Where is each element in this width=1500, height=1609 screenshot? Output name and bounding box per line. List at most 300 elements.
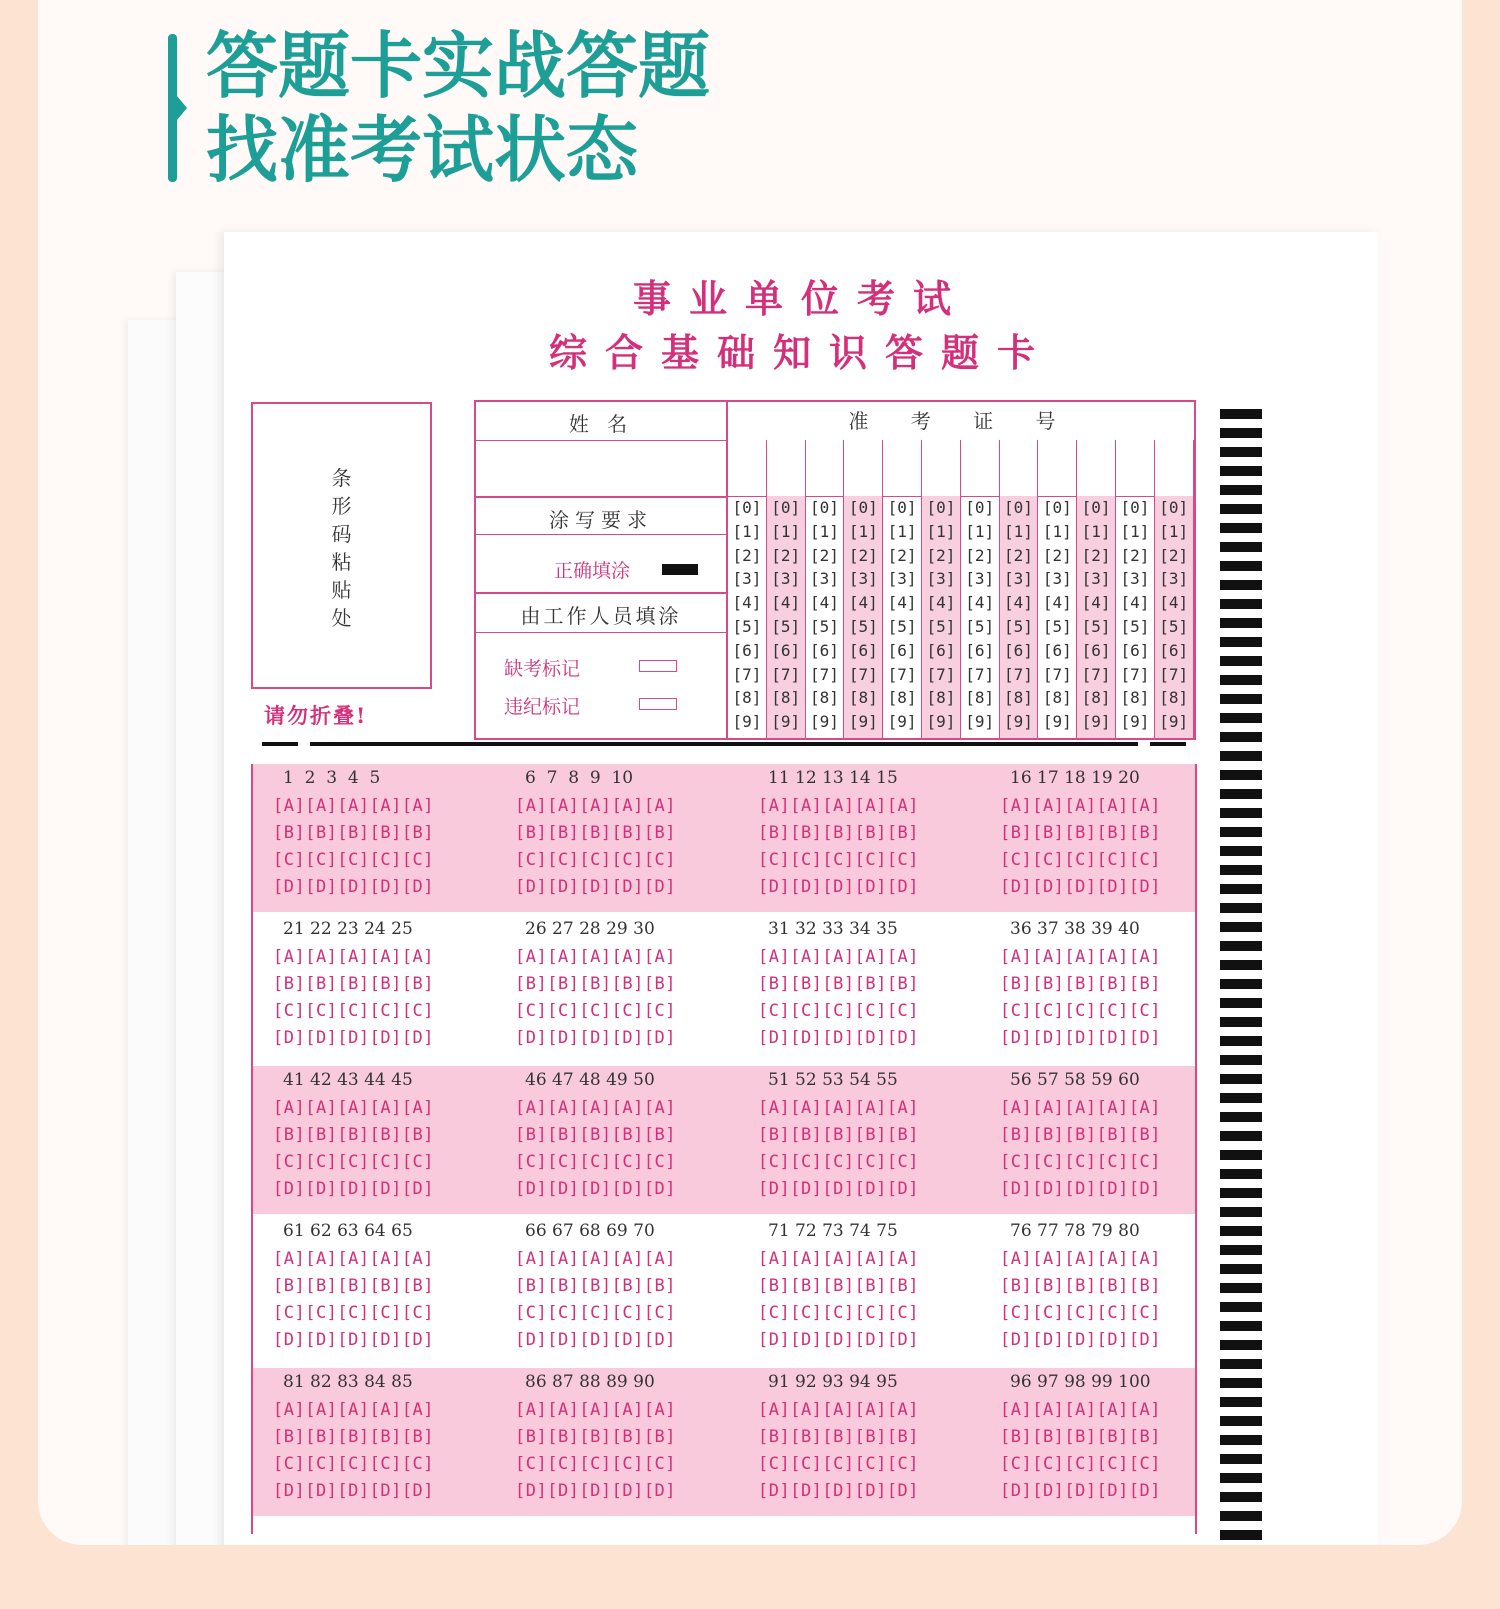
timing-mark: [1220, 1074, 1262, 1084]
exam-id-digit-bubble[interactable]: [2]: [965, 545, 995, 565]
exam-id-digit-bubble[interactable]: [1]: [848, 521, 878, 541]
exam-id-digit-bubble[interactable]: [6]: [771, 640, 801, 660]
exam-id-digit-bubble[interactable]: [9]: [887, 712, 917, 732]
exam-id-digit-bubble[interactable]: [5]: [1159, 617, 1189, 636]
timing-mark: [1220, 1207, 1262, 1217]
exam-id-digit-bubble[interactable]: [5]: [848, 617, 878, 636]
option-c-bubbles[interactable]: [C][C][C][C][C]: [273, 1454, 435, 1474]
exam-id-digit-bubble[interactable]: [5]: [771, 617, 801, 636]
timing-mark: [1220, 580, 1262, 590]
exam-id-digit-bubble[interactable]: [2]: [1081, 545, 1111, 565]
fill-correct-label: 正确填涂: [554, 560, 631, 582]
option-a-bubbles[interactable]: [A][A][A][A][A]: [758, 1098, 920, 1118]
timing-mark: [1220, 903, 1262, 913]
exam-id-digit-bubble[interactable]: [9]: [1042, 712, 1072, 732]
exam-id-digit-bubble[interactable]: [7]: [887, 664, 917, 684]
option-a-bubbles[interactable]: [A][A][A][A][A]: [515, 1098, 677, 1118]
exam-id-digit-bubble[interactable]: [1]: [1042, 521, 1072, 541]
exam-id-digit-bubble[interactable]: [1]: [965, 521, 995, 541]
option-b-bubbles[interactable]: [B][B][B][B][B]: [273, 1427, 435, 1447]
exam-id-write-cell[interactable]: [1077, 440, 1115, 496]
exam-id-digit-bubble[interactable]: [3]: [1159, 569, 1189, 589]
exam-id-digit-bubble[interactable]: [7]: [732, 664, 762, 684]
option-c-bubbles[interactable]: [C][C][C][C][C]: [273, 1001, 435, 1021]
exam-id-digit-bubble[interactable]: [0]: [1042, 498, 1072, 517]
exam-id-digit-bubble[interactable]: [3]: [1081, 569, 1111, 589]
exam-id-digit-bubble[interactable]: [6]: [1042, 640, 1072, 660]
exam-id-digit-bubble[interactable]: [8]: [732, 688, 762, 708]
option-b-bubbles[interactable]: [B][B][B][B][B]: [273, 1125, 435, 1145]
exam-id-digit-bubble[interactable]: [1]: [1004, 521, 1033, 541]
option-c-bubbles[interactable]: [C][C][C][C][C]: [758, 1454, 920, 1474]
exam-id-digit-bubble[interactable]: [4]: [887, 593, 917, 613]
exam-id-digit-bubble[interactable]: [2]: [1120, 545, 1150, 565]
exam-id-digit-bubble[interactable]: [2]: [732, 545, 762, 565]
exam-id-digit-bubble[interactable]: [1]: [1159, 521, 1189, 541]
option-d-bubbles[interactable]: [D][D][D][D][D]: [515, 1028, 677, 1048]
promo-panel: [38, 0, 1462, 1545]
option-c-bubbles[interactable]: [C][C][C][C][C]: [1000, 1001, 1162, 1021]
option-c-bubbles[interactable]: [C][C][C][C][C]: [515, 1001, 677, 1021]
exam-id-write-cell[interactable]: [1000, 440, 1038, 496]
option-a-bubbles[interactable]: [A][A][A][A][A]: [1000, 1400, 1162, 1420]
exam-id-digit-bubble[interactable]: [0]: [887, 498, 917, 517]
option-b-bubbles[interactable]: [B][B][B][B][B]: [515, 1427, 677, 1447]
name-label: 姓 名: [568, 412, 634, 436]
exam-id-digit-bubble[interactable]: [5]: [1120, 617, 1150, 636]
exam-id-digit-bubble[interactable]: [1]: [887, 521, 917, 541]
option-a-bubbles[interactable]: [A][A][A][A][A]: [273, 1249, 435, 1269]
option-c-bubbles[interactable]: [C][C][C][C][C]: [515, 1454, 677, 1474]
exam-id-digit-bubble[interactable]: [7]: [771, 664, 801, 684]
exam-id-digit-bubble[interactable]: [5]: [1081, 617, 1111, 636]
exam-id-digit-bubble[interactable]: [7]: [848, 664, 878, 684]
divider: [476, 534, 726, 535]
option-c-bubbles[interactable]: [C][C][C][C][C]: [758, 1001, 920, 1021]
divider: [476, 496, 726, 498]
option-b-bubbles[interactable]: [B][B][B][B][B]: [758, 974, 920, 994]
option-a-bubbles[interactable]: [A][A][A][A][A]: [1000, 796, 1162, 816]
option-b-bubbles[interactable]: [B][B][B][B][B]: [1000, 1427, 1162, 1447]
exam-id-digit-bubble[interactable]: [0]: [926, 498, 956, 517]
separator-rule: [262, 742, 298, 746]
exam-id-write-cell[interactable]: [883, 440, 921, 496]
option-a-bubbles[interactable]: [A][A][A][A][A]: [273, 1400, 435, 1420]
timing-mark: [1220, 1112, 1262, 1122]
timing-mark: [1220, 504, 1262, 514]
option-d-bubbles[interactable]: [D][D][D][D][D]: [1000, 1028, 1162, 1048]
exam-id-digit-bubble[interactable]: [4]: [965, 593, 995, 613]
option-c-bubbles[interactable]: [C][C][C][C][C]: [273, 1303, 435, 1323]
option-d-bubbles[interactable]: [D][D][D][D][D]: [515, 1330, 677, 1350]
exam-id-digit-bubble[interactable]: [9]: [810, 712, 839, 732]
exam-id-digit-bubble[interactable]: [1]: [926, 521, 956, 541]
exam-id-digit-bubble[interactable]: [5]: [1042, 617, 1072, 636]
timing-mark: [1220, 1093, 1262, 1103]
divider: [476, 440, 726, 441]
option-a-bubbles[interactable]: [A][A][A][A][A]: [1000, 1098, 1162, 1118]
option-d-bubbles[interactable]: [D][D][D][D][D]: [273, 1330, 435, 1350]
option-c-bubbles[interactable]: [C][C][C][C][C]: [515, 1303, 677, 1323]
name-column: [476, 402, 728, 738]
exam-id-digit-bubble[interactable]: [0]: [965, 498, 995, 517]
exam-id-digit-bubble[interactable]: [1]: [771, 521, 801, 541]
exam-id-digit-bubble[interactable]: [0]: [771, 498, 801, 517]
exam-id-digit-bubble[interactable]: [6]: [1004, 640, 1033, 660]
question-numbers: 26 27 28 29 30: [525, 919, 655, 939]
timing-mark: [1220, 713, 1262, 723]
timing-mark: [1220, 428, 1262, 438]
option-d-bubbles[interactable]: [D][D][D][D][D]: [758, 1179, 920, 1199]
question-numbers: 31 32 33 34 35: [768, 919, 898, 939]
barcode-label-char: 处: [331, 606, 352, 630]
exam-id-digit-bubble[interactable]: [4]: [1081, 593, 1111, 613]
absent-flag-label: 缺考标记: [504, 658, 581, 680]
exam-id-digit-bubble[interactable]: [4]: [1042, 593, 1072, 613]
option-d-bubbles[interactable]: [D][D][D][D][D]: [758, 1028, 920, 1048]
exam-id-digit-bubble[interactable]: [8]: [848, 688, 878, 708]
violation-flag-box[interactable]: [639, 698, 677, 710]
exam-id-digit-bubble[interactable]: [9]: [1081, 712, 1111, 732]
option-c-bubbles[interactable]: [C][C][C][C][C]: [273, 1152, 435, 1172]
violation-flag-label: 违纪标记: [504, 696, 581, 718]
candidate-info-box: [474, 400, 1196, 740]
exam-id-column: [728, 402, 1194, 738]
option-a-bubbles[interactable]: [A][A][A][A][A]: [273, 1098, 435, 1118]
exam-id-write-cell[interactable]: [1038, 440, 1076, 496]
exam-id-digit-bubble[interactable]: [2]: [810, 545, 839, 565]
exam-id-digit-bubble[interactable]: [1]: [1081, 521, 1111, 541]
timing-mark: [1220, 675, 1262, 685]
option-a-bubbles[interactable]: [A][A][A][A][A]: [515, 1249, 677, 1269]
exam-id-digit-bubble[interactable]: [3]: [887, 569, 917, 589]
exam-id-digit-bubble[interactable]: [8]: [887, 688, 917, 708]
timing-mark: [1220, 1264, 1262, 1274]
exam-id-digit-bubble[interactable]: [7]: [1042, 664, 1072, 684]
exam-id-digit-bubble[interactable]: [8]: [1159, 688, 1189, 708]
timing-mark: [1220, 466, 1262, 476]
exam-id-digit-bubble[interactable]: [3]: [1120, 569, 1150, 589]
question-block-row: [253, 1368, 1195, 1516]
option-d-bubbles[interactable]: [D][D][D][D][D]: [758, 1481, 920, 1501]
option-d-bubbles[interactable]: [D][D][D][D][D]: [273, 877, 435, 897]
question-numbers: 56 57 58 59 60: [1010, 1070, 1140, 1090]
exam-id-digit-bubble[interactable]: [3]: [732, 569, 762, 589]
timing-mark: [1220, 1036, 1262, 1046]
question-numbers: 96 97 98 99 100: [1010, 1372, 1151, 1392]
timing-mark: [1220, 618, 1262, 628]
option-b-bubbles[interactable]: [B][B][B][B][B]: [1000, 1125, 1162, 1145]
exam-id-digit-bubble[interactable]: [8]: [771, 688, 801, 708]
option-a-bubbles[interactable]: [A][A][A][A][A]: [273, 947, 435, 967]
exam-id-digit-bubble[interactable]: [6]: [1159, 640, 1189, 660]
exam-id-digit-bubble[interactable]: [0]: [732, 498, 762, 517]
exam-id-digit-bubble[interactable]: [3]: [965, 569, 995, 589]
exam-id-digit-bubble[interactable]: [8]: [926, 688, 956, 708]
option-d-bubbles[interactable]: [D][D][D][D][D]: [273, 1028, 435, 1048]
exam-id-digit-bubble[interactable]: [8]: [1120, 688, 1150, 708]
exam-id-digit-bubble[interactable]: [9]: [848, 712, 878, 732]
exam-id-digit-bubble[interactable]: [2]: [926, 545, 956, 565]
exam-id-digit-bubble[interactable]: [2]: [887, 545, 917, 565]
option-c-bubbles[interactable]: [C][C][C][C][C]: [515, 1152, 677, 1172]
exam-id-digit-bubble[interactable]: [8]: [1042, 688, 1072, 708]
staff-fill-label: 由工作人员填涂: [520, 604, 682, 628]
exam-id-label: 准 考 证 号: [848, 409, 1074, 433]
exam-id-digit-bubble[interactable]: [2]: [771, 545, 801, 565]
headline: [206, 24, 710, 192]
option-b-bubbles[interactable]: [B][B][B][B][B]: [758, 1125, 920, 1145]
exam-id-digit-column: [961, 440, 1000, 738]
question-numbers: 81 82 83 84 85: [283, 1372, 413, 1392]
option-a-bubbles[interactable]: [A][A][A][A][A]: [515, 1400, 677, 1420]
option-c-bubbles[interactable]: [C][C][C][C][C]: [515, 850, 677, 870]
absent-flag-box[interactable]: [639, 660, 677, 672]
option-d-bubbles[interactable]: [D][D][D][D][D]: [515, 877, 677, 897]
exam-id-write-cell[interactable]: [1116, 440, 1154, 496]
timing-mark: [1220, 694, 1262, 704]
timing-mark: [1220, 770, 1262, 780]
exam-id-write-cell[interactable]: [922, 440, 960, 496]
barcode-label-char: 形: [331, 494, 352, 518]
timing-mark: [1220, 1226, 1262, 1236]
option-c-bubbles[interactable]: [C][C][C][C][C]: [758, 850, 920, 870]
exam-id-digit-bubble[interactable]: [9]: [732, 712, 762, 732]
option-c-bubbles[interactable]: [C][C][C][C][C]: [1000, 1454, 1162, 1474]
option-b-bubbles[interactable]: [B][B][B][B][B]: [515, 823, 677, 843]
exam-id-digit-bubble[interactable]: [3]: [810, 569, 839, 589]
option-a-bubbles[interactable]: [A][A][A][A][A]: [1000, 947, 1162, 967]
exam-id-digit-bubble[interactable]: [7]: [810, 664, 839, 684]
exam-id-digit-bubble[interactable]: [3]: [926, 569, 956, 589]
exam-id-digit-bubble[interactable]: [6]: [848, 640, 878, 660]
timing-mark: [1220, 1131, 1262, 1141]
exam-id-digit-column: [806, 440, 845, 738]
exam-id-digit-bubble[interactable]: [5]: [887, 617, 917, 636]
exam-id-digit-bubble[interactable]: [4]: [810, 593, 839, 613]
exam-id-digit-bubble[interactable]: [0]: [1081, 498, 1111, 517]
timing-mark: [1220, 485, 1262, 495]
option-d-bubbles[interactable]: [D][D][D][D][D]: [1000, 1179, 1162, 1199]
option-c-bubbles[interactable]: [C][C][C][C][C]: [758, 1152, 920, 1172]
exam-id-digit-bubble[interactable]: [4]: [1159, 593, 1189, 613]
exam-id-digit-column: [1000, 440, 1039, 738]
exam-id-digit-bubble[interactable]: [6]: [965, 640, 995, 660]
exam-id-digit-bubble[interactable]: [7]: [1159, 664, 1189, 684]
exam-id-digit-bubble[interactable]: [1]: [1120, 521, 1150, 541]
exam-id-digit-bubble[interactable]: [7]: [1004, 664, 1033, 684]
exam-id-digit-bubble[interactable]: [0]: [1120, 498, 1150, 517]
exam-id-digit-bubble[interactable]: [9]: [926, 712, 956, 732]
exam-id-digit-bubble[interactable]: [4]: [1004, 593, 1033, 613]
no-fold-note: 请勿折叠!: [264, 703, 368, 728]
timing-mark: [1220, 1454, 1262, 1464]
timing-mark: [1220, 1473, 1262, 1483]
exam-id-digit-bubble[interactable]: [4]: [848, 593, 878, 613]
timing-mark: [1220, 1302, 1262, 1312]
exam-id-write-cell[interactable]: [961, 440, 999, 496]
exam-id-digit-bubble[interactable]: [5]: [1004, 617, 1033, 636]
exam-id-digit-bubble[interactable]: [9]: [771, 712, 801, 732]
exam-id-digit-bubble[interactable]: [2]: [1004, 545, 1033, 565]
option-a-bubbles[interactable]: [A][A][A][A][A]: [758, 947, 920, 967]
barcode-label: [253, 464, 430, 632]
question-numbers: 76 77 78 79 80: [1010, 1221, 1140, 1241]
option-c-bubbles[interactable]: [C][C][C][C][C]: [1000, 850, 1162, 870]
fill-example-mark: [662, 564, 698, 575]
timing-mark: [1220, 960, 1262, 970]
timing-mark: [1220, 1245, 1262, 1255]
answer-sheet: [224, 232, 1378, 1545]
exam-id-digit-column: [767, 440, 806, 738]
option-a-bubbles[interactable]: [A][A][A][A][A]: [1000, 1249, 1162, 1269]
exam-id-digit-bubble[interactable]: [1]: [732, 521, 762, 541]
timing-marks: [1220, 409, 1262, 1545]
timing-mark: [1220, 523, 1262, 533]
exam-id-digit-bubble[interactable]: [3]: [771, 569, 801, 589]
exam-id-write-cell[interactable]: [767, 440, 805, 496]
exam-id-digit-bubble[interactable]: [7]: [1081, 664, 1111, 684]
option-b-bubbles[interactable]: [B][B][B][B][B]: [1000, 1276, 1162, 1296]
exam-id-digit-bubble[interactable]: [8]: [1081, 688, 1111, 708]
exam-id-digit-bubble[interactable]: [6]: [1120, 640, 1150, 660]
exam-id-digit-column: [1116, 440, 1155, 738]
exam-id-digit-bubble[interactable]: [5]: [926, 617, 956, 636]
exam-id-digit-bubble[interactable]: [8]: [810, 688, 839, 708]
timing-mark: [1220, 827, 1262, 837]
exam-id-digit-bubble[interactable]: [7]: [1120, 664, 1150, 684]
exam-id-digit-bubble[interactable]: [5]: [965, 617, 995, 636]
timing-mark: [1220, 922, 1262, 932]
option-a-bubbles[interactable]: [A][A][A][A][A]: [515, 796, 677, 816]
exam-id-digit-bubble[interactable]: [9]: [1120, 712, 1150, 732]
exam-id-digit-bubble[interactable]: [7]: [965, 664, 995, 684]
timing-mark: [1220, 1340, 1262, 1350]
question-numbers: 51 52 53 54 55: [768, 1070, 898, 1090]
option-d-bubbles[interactable]: [D][D][D][D][D]: [1000, 877, 1162, 897]
option-b-bubbles[interactable]: [B][B][B][B][B]: [515, 1125, 677, 1145]
timing-mark: [1220, 1530, 1262, 1540]
exam-id-digit-bubble[interactable]: [6]: [887, 640, 917, 660]
exam-id-digit-bubble[interactable]: [4]: [732, 593, 762, 613]
exam-id-digit-bubble[interactable]: [7]: [926, 664, 956, 684]
timing-mark: [1220, 865, 1262, 875]
option-c-bubbles[interactable]: [C][C][C][C][C]: [1000, 1303, 1162, 1323]
option-d-bubbles[interactable]: [D][D][D][D][D]: [273, 1179, 435, 1199]
option-b-bubbles[interactable]: [B][B][B][B][B]: [1000, 974, 1162, 994]
exam-id-digit-bubble[interactable]: [5]: [810, 617, 839, 636]
exam-id-digit-bubble[interactable]: [9]: [1004, 712, 1033, 732]
option-b-bubbles[interactable]: [B][B][B][B][B]: [273, 823, 435, 843]
option-c-bubbles[interactable]: [C][C][C][C][C]: [758, 1303, 920, 1323]
timing-mark: [1220, 542, 1262, 552]
question-block-row: [253, 1066, 1195, 1214]
option-d-bubbles[interactable]: [D][D][D][D][D]: [758, 1330, 920, 1350]
exam-id-digit-column: [728, 440, 767, 738]
exam-id-digit-bubble[interactable]: [8]: [1004, 688, 1033, 708]
option-a-bubbles[interactable]: [A][A][A][A][A]: [758, 796, 920, 816]
exam-id-digit-bubble[interactable]: [4]: [771, 593, 801, 613]
question-numbers: 46 47 48 49 50: [525, 1070, 655, 1090]
exam-id-digit-bubble[interactable]: [6]: [810, 640, 839, 660]
exam-id-digit-bubble[interactable]: [0]: [1159, 498, 1189, 517]
question-numbers: 71 72 73 74 75: [768, 1221, 898, 1241]
exam-id-digit-bubble[interactable]: [2]: [1159, 545, 1189, 565]
option-d-bubbles[interactable]: [D][D][D][D][D]: [1000, 1481, 1162, 1501]
exam-id-digit-bubble[interactable]: [3]: [1004, 569, 1033, 589]
option-a-bubbles[interactable]: [A][A][A][A][A]: [515, 947, 677, 967]
exam-id-digit-bubble[interactable]: [5]: [732, 617, 762, 636]
option-b-bubbles[interactable]: [B][B][B][B][B]: [758, 1427, 920, 1447]
exam-id-write-cell[interactable]: [844, 440, 882, 496]
exam-id-digit-bubble[interactable]: [0]: [1004, 498, 1033, 517]
exam-id-digit-bubble[interactable]: [0]: [848, 498, 878, 517]
exam-id-digit-bubble[interactable]: [3]: [848, 569, 878, 589]
option-a-bubbles[interactable]: [A][A][A][A][A]: [758, 1400, 920, 1420]
timing-mark: [1220, 808, 1262, 818]
option-b-bubbles[interactable]: [B][B][B][B][B]: [515, 974, 677, 994]
option-c-bubbles[interactable]: [C][C][C][C][C]: [273, 850, 435, 870]
timing-mark: [1220, 1017, 1262, 1027]
exam-id-digit-bubble[interactable]: [6]: [1081, 640, 1111, 660]
question-numbers: 61 62 63 64 65: [283, 1221, 413, 1241]
exam-id-digit-bubble[interactable]: [6]: [926, 640, 956, 660]
exam-id-digit-bubble[interactable]: [2]: [848, 545, 878, 565]
exam-id-digit-bubble[interactable]: [4]: [1120, 593, 1150, 613]
option-b-bubbles[interactable]: [B][B][B][B][B]: [1000, 823, 1162, 843]
option-d-bubbles[interactable]: [D][D][D][D][D]: [758, 877, 920, 897]
option-b-bubbles[interactable]: [B][B][B][B][B]: [758, 823, 920, 843]
fill-rule-label: 涂写要求: [549, 508, 653, 532]
exam-id-digit-bubble[interactable]: [0]: [810, 498, 839, 517]
option-d-bubbles[interactable]: [D][D][D][D][D]: [1000, 1330, 1162, 1350]
divider: [476, 592, 726, 594]
timing-mark: [1220, 1492, 1262, 1502]
timing-mark: [1220, 1416, 1262, 1426]
exam-id-digit-bubble[interactable]: [9]: [1159, 712, 1189, 732]
timing-mark: [1220, 1359, 1262, 1369]
timing-mark: [1220, 561, 1262, 571]
option-a-bubbles[interactable]: [A][A][A][A][A]: [273, 796, 435, 816]
exam-id-digit-bubble[interactable]: [9]: [965, 712, 995, 732]
exam-id-digit-bubble[interactable]: [3]: [1042, 569, 1072, 589]
question-numbers: 1 2 3 4 5: [283, 768, 381, 788]
option-b-bubbles[interactable]: [B][B][B][B][B]: [273, 1276, 435, 1296]
exam-id-write-cell[interactable]: [728, 440, 766, 496]
exam-id-digit-bubble[interactable]: [1]: [810, 521, 839, 541]
question-block-row: [253, 764, 1195, 912]
option-d-bubbles[interactable]: [D][D][D][D][D]: [515, 1481, 677, 1501]
option-b-bubbles[interactable]: [B][B][B][B][B]: [758, 1276, 920, 1296]
answer-bubble-area: [251, 764, 1197, 1534]
exam-id-digit-bubble[interactable]: [4]: [926, 593, 956, 613]
exam-id-digit-bubble[interactable]: [2]: [1042, 545, 1072, 565]
exam-id-digit-bubble[interactable]: [6]: [732, 640, 762, 660]
option-b-bubbles[interactable]: [B][B][B][B][B]: [273, 974, 435, 994]
question-numbers: 6 7 8 9 10: [525, 768, 634, 788]
exam-id-digit-bubble[interactable]: [8]: [965, 688, 995, 708]
barcode-area: [251, 402, 432, 689]
option-c-bubbles[interactable]: [C][C][C][C][C]: [1000, 1152, 1162, 1172]
option-d-bubbles[interactable]: [D][D][D][D][D]: [515, 1179, 677, 1199]
option-b-bubbles[interactable]: [B][B][B][B][B]: [515, 1276, 677, 1296]
question-numbers: 11 12 13 14 15: [768, 768, 898, 788]
exam-id-write-cell[interactable]: [806, 440, 844, 496]
timing-mark: [1220, 1150, 1262, 1160]
option-a-bubbles[interactable]: [A][A][A][A][A]: [758, 1249, 920, 1269]
option-d-bubbles[interactable]: [D][D][D][D][D]: [273, 1481, 435, 1501]
exam-id-write-cell[interactable]: [1155, 440, 1193, 496]
